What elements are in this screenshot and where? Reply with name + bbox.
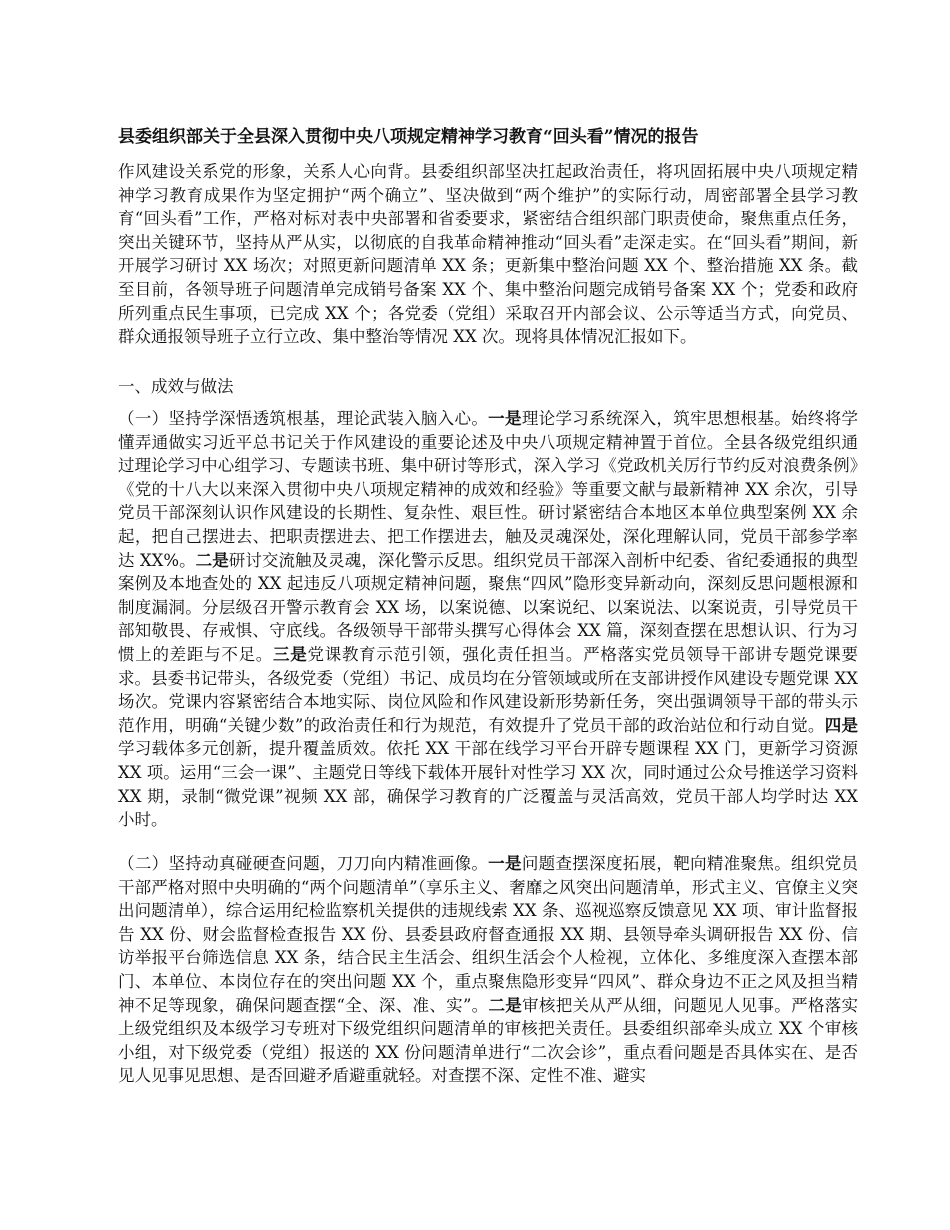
paragraph-text: 学习载体多元创新，提升覆盖质效。依托 XX 干部在线学习平台开辟专题课程 XX 门，更新学习资源 XX 项。运用“三会一课”、主题党日等线下载体开展针对性学习 XX 次，同时通过公众号推送学习资料 XX 期，录制“微党课”视频 XX 部，确保学习教育的广泛覆盖与灵活高效，党员干部人均学时达 XX 小时。 xyxy=(118,739,858,830)
point-label: 三是 xyxy=(273,644,308,664)
paragraph-text: 党课教育示范引领，强化责任担当。严格落实党员领导干部讲专题党课要求。县委书记带头，各级党委（党组）书记、成员均在分管领域或所在支部讲授作风建设专题党课 XX 场次。党课内容紧密结合本地实际、岗位风险和作风建设新形势新任务，突出强调领导干部的带头示范作用，明确“关键少数”的政治责任和行为规范，有效提升了党员干部的政治站位和行动自觉。 xyxy=(118,644,859,735)
document-title: 县委组织部关于全县深入贯彻中央八项规定精神学习教育“回头看”情况的报告 xyxy=(118,127,699,147)
paragraph-text: 理论学习系统深入，筑牢思想根基。始终将学懂弄通做实习近平总书记关于作风建设的重要论述及中央八项规定精神置于首位。全县各级党组织通过理论学习中心组学习、专题读书班、集中研讨等形式，深入学习《党政机关厉行节约反对浪费条例》《党的十八大以来深入贯彻中央八项规定精神的成效和经验》等重要文献与最新精神 XX 余次，引导党员干部深刻认识作风建设的长期性、复杂性、艰巨性。研讨紧密结合本地区本单位典型案例 XX 余起，把自己摆进去、把职责摆进去、把工作摆进去，触及灵魂深处，深化理解认同，党员干部参学率达 XX%。 xyxy=(118,409,859,570)
paragraph-text: 研讨交流触及灵魂，深化警示反思。组织党员干部深入剖析中纪委、省纪委通报的典型案例及本地查处的 XX 起违反八项规定精神问题，聚焦“四风”隐形变异新动向，深刻反思问题根源和制度漏洞。分层级召开警示教育会 XX 场，以案说德、以案说纪、以案说法、以案说责，引导党员干部知敬畏、存戒惧、守底线。各级领导干部带头撰写心得体会 XX 篇，深刻查摆在思想认识、行为习惯上的差距与不足。 xyxy=(118,550,858,664)
paragraph-text: （一）坚持学深悟透筑根基，理论武装入脑入心。 xyxy=(118,409,489,428)
point-label: 一是 xyxy=(488,409,522,428)
paragraph-text: 问题查摆深度拓展，靶向精准聚焦。组织党员干部严格对照中央明确的“两个问题清单”（享乐主义、奢靡之风突出问题清单，形式主义、官僚主义突出问题清单），综合运用纪检监察机关提供的违规线索 XX 条、巡视巡察反馈意见 XX 项、审计监督报告 XX 份、财会监督检查报告 XX 份、县委县政府督查通报 XX 期、县领导牵头调研报告 XX 份、信访举报平台筛选信息 XX 条，结合民主生活会、组织生活会个人检视，立体化、多维度深入查摆本部门、本单位、本岗位存在的突出问题 XX 个，重点聚焦隐形变异“四风”、群众身边不正之风及担当精神不足等现象，确保问题查摆“全、深、准、实”。 xyxy=(118,854,859,1015)
point-label: 四是 xyxy=(824,715,858,735)
paragraph-text: （二）坚持动真碰硬查问题，刀刀向内精准画像。 xyxy=(118,854,489,873)
point-label: 一是 xyxy=(488,854,522,873)
intro-paragraph: 作风建设关系党的形象，关系人心向背。县委组织部坚决扛起政治责任，将巩固拓展中央八项规定精神学习教育成果作为坚定拥护“两个确立”、坚决做到“两个维护”的实际行动，周密部署全县学习教育“回头看”工作，严格对标对表中央部署和省委要求，紧密结合组织部门职责使命，聚焦重点任务，突出关键环节，坚持从严从实，以彻底的自我革命精神推动“回头看”走深走实。在“回头看”期间，新开展学习研讨 XX 场次；对照更新问题清单 XX 条；更新集中整治问题 XX 个、整治措施 XX 条。截至目前，各领导班子问题清单完成销号备案 XX 个、集中整治问题完成销号备案 XX 个；党委和政府所列重点民生事项，已完成 XX 个；各党委（党组）采取召开内部会议、公示等适当方式，向党员、群众通报领导班子立行立改、集中整治等情况 XX 次。现将具体情况汇报如下。 xyxy=(118,162,858,347)
point-label: 二是 xyxy=(488,995,523,1015)
paragraph-text: 审核把关从严从细，问题见人见事。严格落实上级党组织及本级学习专班对下级党组织问题清单的审核把关责任。县委组织部牵头成立 XX 个审核小组，对下级党委（党组）报送的 XX 份问题清单进行“二次会诊”，重点看问题是否具体实在、是否见人见事见思想、是否回避矛盾避重就轻。对查摆不深、定性不准、避实 xyxy=(118,995,859,1086)
point-label: 二是 xyxy=(195,550,229,570)
section-paragraph-1 xyxy=(118,407,858,832)
section-heading: 一、成效与做法 xyxy=(118,377,234,396)
section-paragraph-2 xyxy=(118,852,858,1088)
